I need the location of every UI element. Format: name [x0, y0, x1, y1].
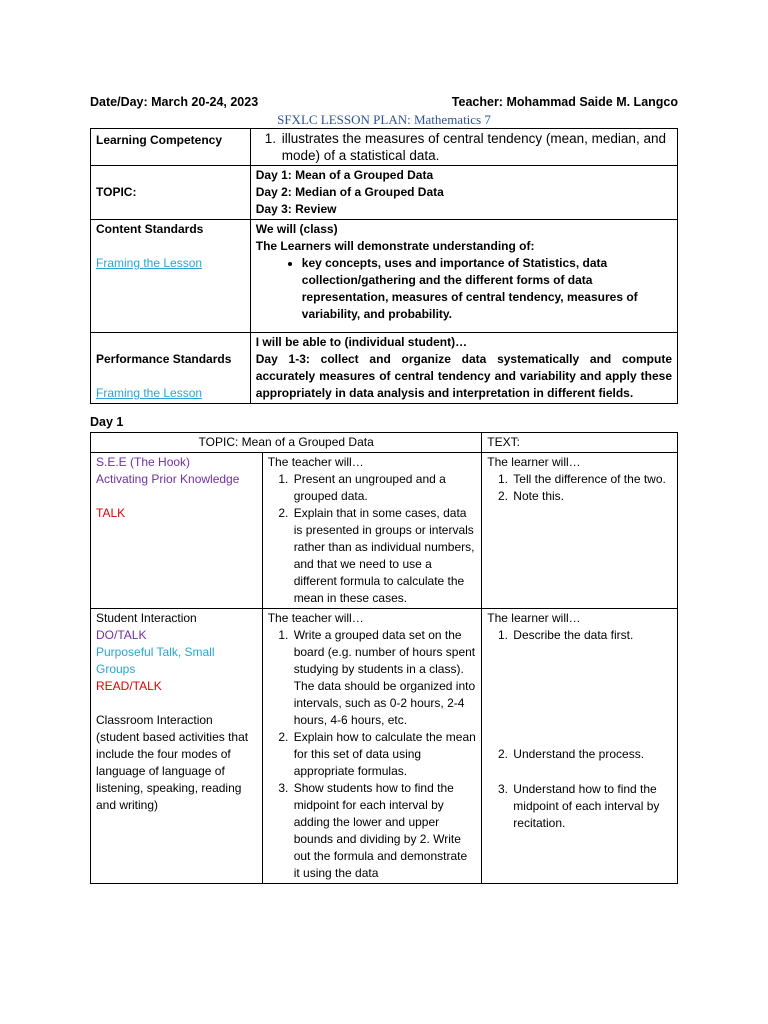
- performance-label: Performance Standards: [96, 352, 232, 366]
- topic-day2: Day 2: Median of a Grouped Data: [255, 185, 444, 199]
- hook-teacher-item: 2. Explain that in some cases, data is presented in groups or intervals rather than as individual numbers, and that we need to use a different formula to calculate the mean in these cases.: [292, 505, 477, 607]
- hook-sub: Activating Prior Knowledge: [96, 472, 240, 486]
- hook-teacher-item: 1. Present an ungrouped and a grouped data.: [292, 471, 477, 505]
- si-title: Student Interaction: [96, 611, 197, 625]
- hook-talk: TALK: [96, 506, 126, 520]
- competency-label: Learning Competency: [91, 129, 251, 166]
- si-learner-item: 3. Understand how to find the midpoint of each interval by recitation.: [511, 781, 672, 832]
- performance-text: collect and organize data systematically and compute accurately measures of central tendency and variability and apply these appropriately in data analysis and interpretation in different fields.: [255, 352, 672, 400]
- performance-cell: [250, 333, 677, 404]
- topic-cell: [250, 166, 677, 220]
- plan-title: SFXLC LESSON PLAN: Mathematics 7: [277, 112, 491, 127]
- si-label-cell: [91, 609, 263, 884]
- performance-line1: I will be able to (individual student)…: [255, 335, 468, 349]
- content-line2: The Learners will demonstrate understanding of:: [255, 239, 535, 253]
- si-learner-cell: [482, 609, 678, 884]
- hook-teacher-will: The teacher will…: [267, 455, 364, 469]
- content-label: Content Standards: [96, 222, 204, 236]
- performance-row: [91, 333, 678, 404]
- si-teacher-item: 3. Show students how to find the midpoint for each interval by adding the lower and upper bounds and dividing by 2. Write out the formula and demonstrate it using the data: [292, 780, 477, 882]
- si-teacher-item: 1. Write a grouped data set on the board (e.g. number of hours spent studying by students in a class). The data should be organized into intervals, such as 0-2 hours, 2-4 hours, 4-6 hours, etc.: [292, 627, 477, 729]
- framing-link-content[interactable]: Framing the Lesson: [96, 256, 203, 270]
- day1-table: [90, 432, 678, 884]
- si-classroom: Classroom Interaction (student based activities that include the four modes of language of language of listening, speaking, reading and writing): [96, 713, 249, 812]
- hook-learner-cell: [482, 453, 678, 609]
- hook-learner-item: 1. Tell the difference of the two.: [511, 471, 672, 488]
- si-purposeful: Purposeful Talk, Small Groups: [96, 645, 215, 676]
- si-learner-will: The learner will…: [487, 611, 581, 625]
- competency-item: 1. illustrates the measures of central tendency (mean, median, and mode) of a statistical data.: [280, 130, 672, 164]
- content-line1: We will (class): [255, 222, 338, 236]
- hook-learner-item: 2. Note this.: [511, 488, 672, 505]
- topic-header: TOPIC: Mean of a Grouped Data: [91, 433, 482, 453]
- si-read-talk: READ/TALK: [96, 679, 162, 693]
- day1-header-row: [91, 433, 678, 453]
- text-header: TEXT:: [482, 433, 678, 453]
- day-label: Day 1: [90, 415, 124, 429]
- topic-day1: Day 1: Mean of a Grouped Data: [255, 168, 434, 182]
- performance-label-cell: [91, 333, 251, 404]
- hook-title: S.E.E (The Hook): [96, 455, 191, 469]
- topic-day3: Day 3: Review: [255, 202, 337, 216]
- date-day: Date/Day: March 20-24, 2023: [90, 95, 259, 109]
- si-do-talk: DO/TALK: [96, 628, 147, 642]
- hook-label-cell: [91, 453, 263, 609]
- content-bullet: • key concepts, uses and importance of Statistics, data collection/gathering and the different forms of data representation, measures of central tendency, measures of variability, and probability.: [302, 255, 672, 323]
- performance-lead: Day 1-3:: [255, 352, 310, 366]
- content-cell: [250, 220, 677, 333]
- framing-link-performance[interactable]: Framing the Lesson: [96, 386, 203, 400]
- si-learner-item: 2. Understand the process.: [511, 746, 672, 763]
- lesson-plan-table: [90, 128, 678, 404]
- topic-row: [91, 166, 678, 220]
- competency-row: [91, 129, 678, 166]
- hook-row: [91, 453, 678, 609]
- hook-teacher-cell: [262, 453, 482, 609]
- header-line: [90, 94, 678, 111]
- teacher-name: Teacher: Mohammad Saide M. Langco: [451, 95, 678, 109]
- si-teacher-item: 2. Explain how to calculate the mean for this set of data using appropriate formulas.: [292, 729, 477, 780]
- student-interaction-row: [91, 609, 678, 884]
- si-teacher-will: The teacher will…: [267, 611, 364, 625]
- content-row: [91, 220, 678, 333]
- competency-cell: [250, 129, 677, 166]
- topic-label: TOPIC:: [91, 166, 251, 220]
- si-learner-item: 1. Describe the data first.: [511, 627, 672, 644]
- si-teacher-cell: [262, 609, 482, 884]
- performance-text-block: [256, 351, 672, 402]
- hook-learner-will: The learner will…: [487, 455, 581, 469]
- content-label-cell: [91, 220, 251, 333]
